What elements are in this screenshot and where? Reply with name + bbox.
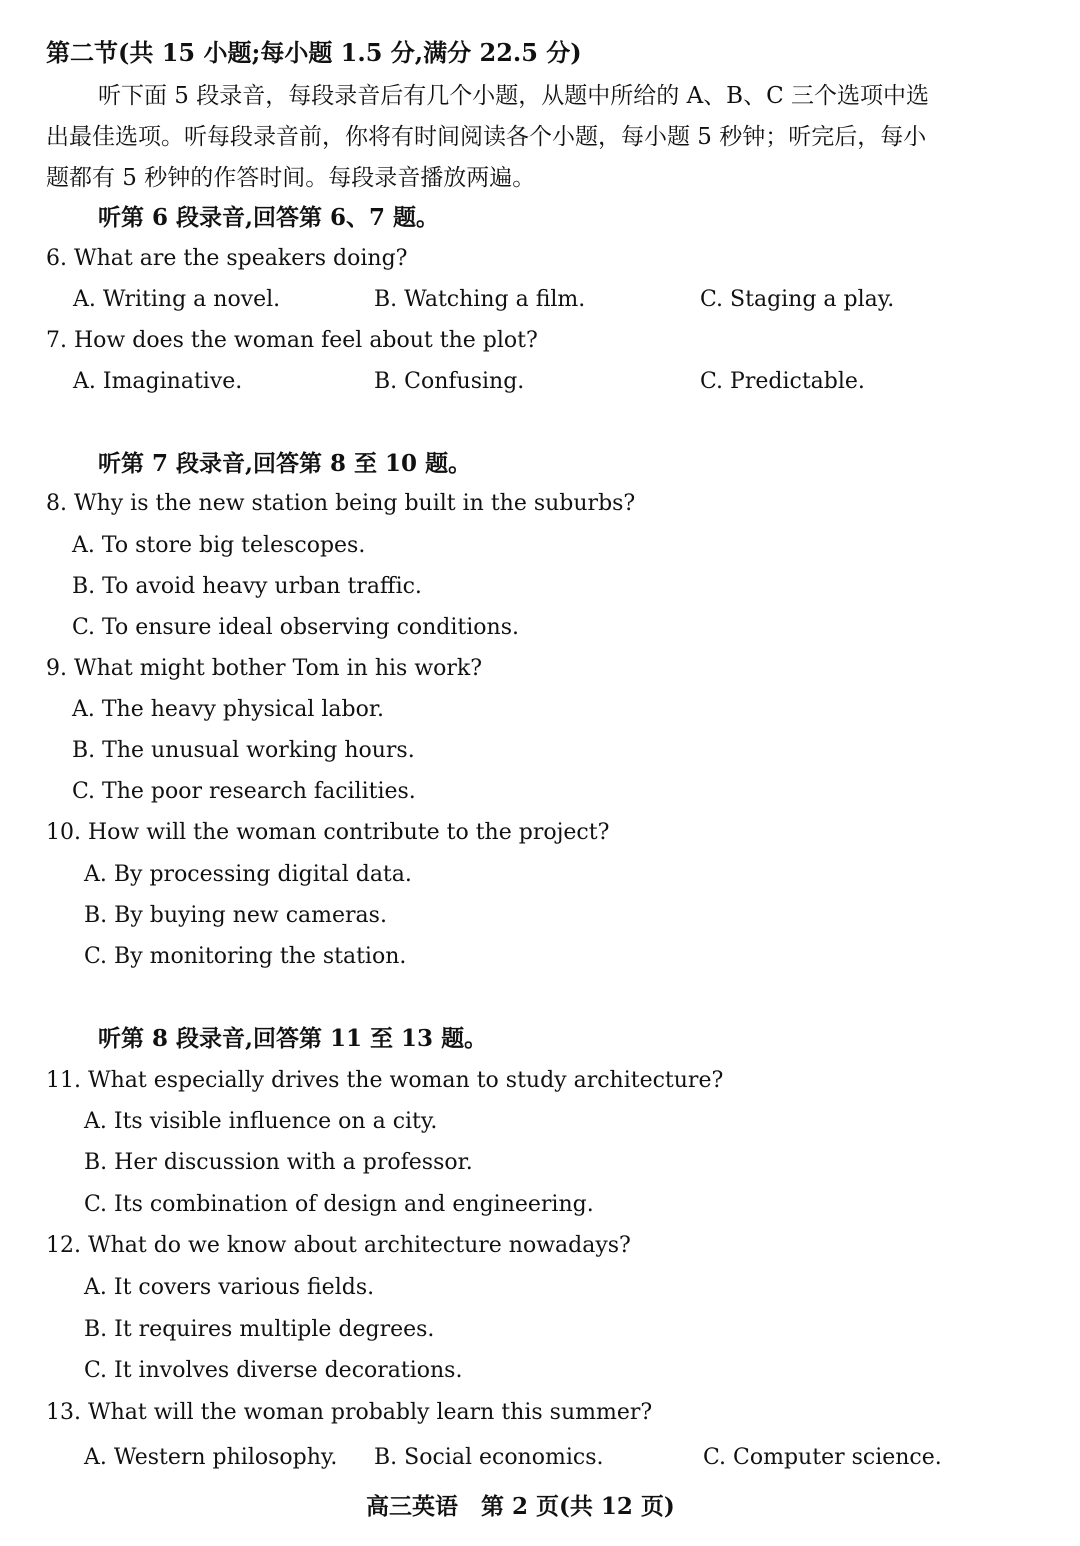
question-stem: 9. What might bother Tom in his work? <box>46 656 483 681</box>
group-heading: 听第 8 段录音,回答第 11 至 13 题。 <box>98 1025 488 1052</box>
group-heading: 听第 7 段录音,回答第 8 至 10 题。 <box>98 450 472 477</box>
option: C. By monitoring the station. <box>84 944 407 969</box>
option: A. Its visible influence on a city. <box>84 1109 438 1134</box>
option: C. To ensure ideal observing conditions. <box>72 615 519 640</box>
option: B. Confusing. <box>374 369 525 394</box>
option: A. By processing digital data. <box>84 862 412 887</box>
option: A. Writing a novel. <box>73 287 281 312</box>
option: C. The poor research facilities. <box>72 779 416 804</box>
question-stem: 13. What will the woman probably learn this summer? <box>46 1400 653 1425</box>
option: B. To avoid heavy urban traffic. <box>72 574 422 599</box>
option: A. Western philosophy. <box>84 1445 338 1470</box>
question-stem: 10. How will the woman contribute to the project? <box>46 820 610 845</box>
question-stem: 11. What especially drives the woman to study architecture? <box>46 1068 724 1093</box>
option: B. By buying new cameras. <box>84 903 387 928</box>
option: B. Her discussion with a professor. <box>84 1150 473 1175</box>
option: C. Computer science. <box>703 1445 942 1470</box>
option: B. It requires multiple degrees. <box>84 1317 435 1342</box>
question-stem: 12. What do we know about architecture nowadays? <box>46 1233 631 1258</box>
option: C. Predictable. <box>700 369 865 394</box>
page-footer: 高三英语 第 2 页(共 12 页) <box>366 1493 675 1520</box>
section-title: 第二节(共 15 小题;每小题 1.5 分,满分 22.5 分) <box>46 38 582 67</box>
group-heading: 听第 6 段录音,回答第 6、7 题。 <box>98 204 440 231</box>
option: B. The unusual working hours. <box>72 738 415 763</box>
instruction-line: 听下面 5 段录音，每段录音后有几个小题，从题中所给的 A、B、C 三个选项中选 <box>98 83 929 109</box>
option: A. To store big telescopes. <box>72 533 366 558</box>
option: C. Staging a play. <box>700 287 895 312</box>
option: C. It involves diverse decorations. <box>84 1358 463 1383</box>
option: B. Watching a film. <box>374 287 586 312</box>
option: C. Its combination of design and engineering. <box>84 1192 594 1217</box>
option: B. Social economics. <box>374 1445 604 1470</box>
option: A. It covers various fields. <box>84 1275 375 1300</box>
question-stem: 6. What are the speakers doing? <box>46 246 408 271</box>
instruction-line: 出最佳选项。听每段录音前，你将有时间阅读各个小题，每小题 5 秒钟；听完后，每小 <box>46 124 927 150</box>
question-stem: 8. Why is the new station being built in the suburbs? <box>46 491 636 516</box>
question-stem: 7. How does the woman feel about the plot? <box>46 328 538 353</box>
option: A. Imaginative. <box>73 369 243 394</box>
option: A. The heavy physical labor. <box>72 697 384 722</box>
instruction-line: 题都有 5 秒钟的作答时间。每段录音播放两遍。 <box>46 165 536 191</box>
